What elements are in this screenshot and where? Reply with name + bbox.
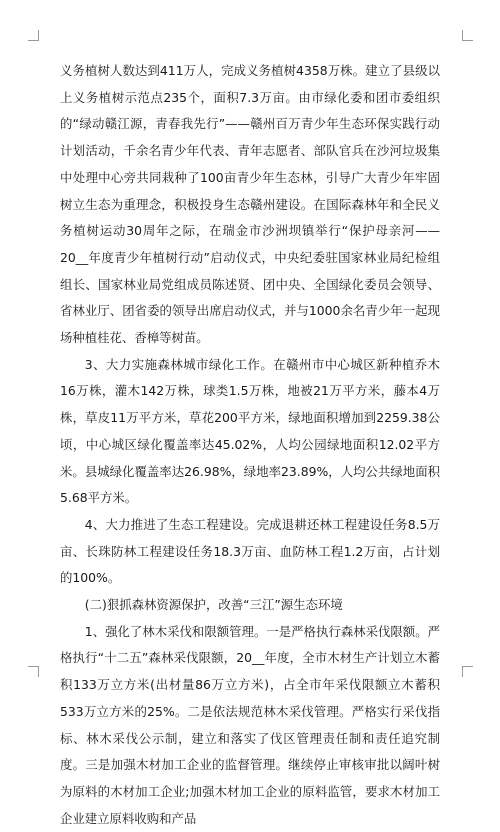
paragraph-ecological-projects: 4、大力推进了生态工程建设。完成退耕还林工程建设任务8.5万亩、长珠防林工程建设任务18.3万亩、血防林工程1.2万亩，占计划的100%。: [60, 516, 440, 586]
crop-mark-bottom-left: [28, 666, 39, 677]
section-heading-forest-protection: (二)狠抓森林资源保护，改善“三江”源生态环境: [84, 597, 343, 613]
paragraph-logging-quota-management: 1、强化了林木采伐和限额管理。一是严格执行森林采伐限额。严格执行“十二五”森林采伐限额，20__年度，全市木材生产计划立木蓄积133万立方米(出材量86万立方米)，占全市年采伐限额立木蓄积533万立方米的25%。二是依法规范林木采伐管理。严格实行采伐指标、林木采伐公示制，建立和落实了伐区管理责任制和责任追究制度。三是加强木材加工企业的监督管理。继续停止审核审批以阔叶树为原料的木材加工企业;加强木材加工企业的原料监管，要求木材加工企业建立原料收购和产品: [60, 623, 440, 826]
paragraph-tree-planting-activities: 义务植树人数达到411万人，完成义务植树4358万株。建立了县级以上义务植树示范点235个，面积7.3万亩。由市绿化委和团市委组织的“绿动赣江源，青春我先行”——赣州百万青少年生态环保实践行动计划活动，千余名青少年代表、青年志愿者、部队官兵在沙河垃圾集中处理中心旁共同栽种了100亩青少年生态林，引导广大青少年牢固树立生态为重理念，积极投身生态赣州建设。在国际森林年和全民义务植树运动30周年之际，在瑞金市沙洲坝镇举行“保护母亲河——20__年度青少年植树行动”启动仪式，中央纪委驻国家林业局纪检组组长、国家林业局党组成员陈述贤、团中央、全国绿化委员会领导、省林业厅、团省委的领导出席启动仪式，并与1000余名青少年一起现场种植桂花、香樟等树苗。: [60, 63, 440, 346]
paragraph-urban-greening: 3、大力实施森林城市绿化工作。在赣州市中心城区新种植乔木16万株，灌木142万株，球类1.5万株，地被21万平方米，藤本4万株，草皮11万平方米，草花200平方米，绿地面积增加到2259.38公顷，中心城区绿化覆盖率达45.02%，人均公园绿地面积12.02平方米。县城绿化覆盖率达26.98%，绿地率23.89%，人均公共绿地面积5.68平方米。: [60, 356, 440, 506]
crop-mark-bottom-right: [462, 666, 473, 677]
document-body: [60, 58, 440, 832]
crop-mark-top-right: [462, 30, 473, 41]
crop-mark-top-left: [28, 30, 39, 41]
